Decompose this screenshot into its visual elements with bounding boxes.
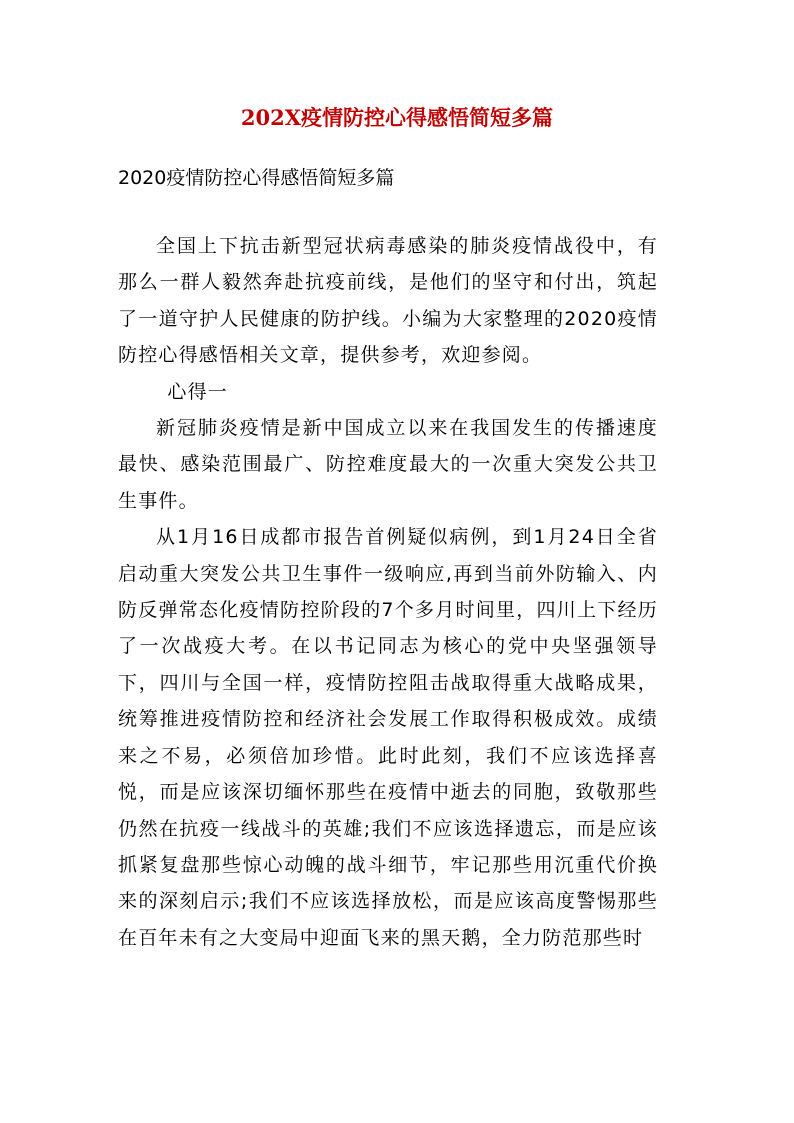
- document-body: [118, 228, 658, 956]
- section-heading-1: 心得一: [167, 380, 228, 403]
- paragraph-1: 新冠肺炎疫情是新中国成立以来在我国发生的传播速度最快、感染范围最广、防控难度最大的一次重大突发公共卫生事件。: [118, 417, 658, 512]
- paragraph-2: 从1月16日成都市报告首例疑似病例，到1月24日全省启动重大突发公共卫生事件一级响应,再到当前外防输入、内防反弹常态化疫情防控阶段的7个多月时间里，四川上下经历了一次战疫大考。在以书记同志为核心的党中央坚强领导下，四川与全国一样，疫情防控阻击战取得重大战略成果，统筹推进疫情防控和经济社会发展工作取得积极成效。成绩来之不易，必须倍加珍惜。此时此刻，我们不应该选择喜悦，而是应该深切缅怀那些在疫情中逝去的同胞，致敬那些仍然在抗疫一线战斗的英雄;我们不应该选择遗忘，而是应该抓紧复盘那些惊心动魄的战斗细节，牢记那些用沉重代价换来的深刻启示;我们不应该选择放松，而是应该高度警惕那些在百年未有之大变局中迎面飞来的黑天鹅，全力防范那些时: [118, 526, 658, 949]
- document-title: 202X疫情防控心得感悟简短多篇: [240, 105, 554, 130]
- paragraph-intro: 全国上下抗击新型冠状病毒感染的肺炎疫情战役中，有那么一群人毅然奔赴抗疫前线，是他们的坚守和付出，筑起了一道守护人民健康的防护线。小编为大家整理的2020疫情防控心得感悟相关文章，提供参考，欢迎参阅。: [118, 235, 658, 367]
- document-subtitle: 2020疫情防控心得感悟简短多篇: [118, 167, 395, 189]
